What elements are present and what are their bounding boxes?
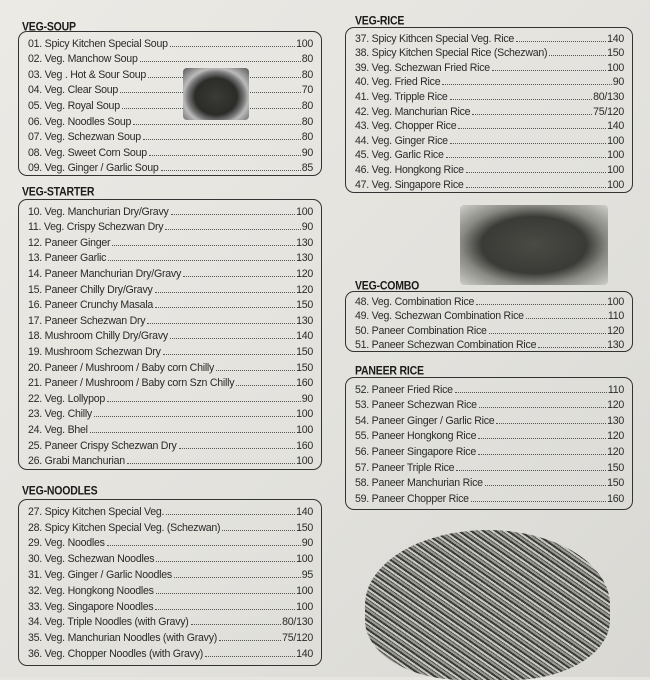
menu-item — [28, 342, 313, 358]
item-price: 150 — [296, 345, 313, 358]
dot-leader — [94, 416, 295, 417]
menu-item — [355, 474, 624, 490]
menu-item — [28, 597, 313, 613]
item-name: 27. Spicy Kitchen Special Veg. — [28, 505, 165, 518]
item-price: 120 — [296, 267, 313, 280]
menu-item — [28, 628, 313, 644]
item-price: 85 — [301, 162, 313, 175]
item-price: 150 — [607, 461, 624, 474]
item-price: 95 — [301, 568, 313, 581]
item-name: 15. Paneer Chilly Dry/Gravy — [28, 283, 153, 296]
menu-item — [355, 427, 624, 443]
item-price: 90 — [301, 392, 313, 405]
menu-item — [355, 380, 624, 396]
section-box-veg-noodles — [18, 499, 322, 666]
menu-item — [355, 458, 624, 474]
menu-item — [355, 442, 624, 458]
dot-leader — [170, 46, 295, 47]
menu-item — [355, 59, 624, 74]
item-name: 09. Veg. Ginger / Garlic Soup — [28, 162, 159, 175]
menu-item — [28, 311, 313, 327]
menu-item — [355, 30, 624, 45]
item-name: 34. Veg. Triple Noodles (with Gravy) — [28, 616, 189, 629]
item-name: 47. Veg. Singapore Rice — [355, 178, 464, 191]
dot-leader — [216, 370, 295, 371]
menu-item — [28, 534, 313, 550]
item-price: 75/120 — [282, 632, 313, 645]
item-name: 56. Paneer Singapore Rice — [355, 445, 476, 458]
menu-item — [28, 159, 313, 175]
menu-item — [355, 132, 624, 147]
dot-leader — [155, 292, 296, 293]
dot-leader — [479, 407, 606, 408]
item-price: 80 — [301, 115, 313, 128]
item-name: 23. Veg. Chilly — [28, 408, 92, 421]
item-name: 03. Veg . Hot & Sour Soup — [28, 68, 147, 81]
item-name: 39. Veg. Schezwan Fried Rice — [355, 61, 490, 74]
menu-item — [355, 489, 624, 505]
item-price: 160 — [296, 439, 313, 452]
item-name: 11. Veg. Crispy Schezwan Dry — [28, 221, 164, 234]
dot-leader — [466, 172, 606, 173]
item-name: 01. Spicy Kitchen Special Soup — [28, 37, 168, 50]
item-name: 29. Veg. Noodles — [28, 537, 105, 550]
item-name: 51. Paneer Schezwan Combination Rice — [355, 338, 537, 351]
item-name: 18. Mushroom Chilly Dry/Gravy — [28, 330, 168, 343]
dot-leader — [455, 392, 607, 393]
menu-item — [355, 411, 624, 427]
item-price: 110 — [607, 383, 624, 396]
item-name: 42. Veg. Manchurian Rice — [355, 105, 471, 118]
dot-leader — [149, 155, 301, 156]
menu-item — [28, 502, 313, 518]
item-name: 24. Veg. Bhel — [28, 423, 88, 436]
item-name: 37. Spicy Kithcen Special Veg. Rice — [355, 32, 515, 45]
menu-item — [28, 358, 313, 374]
item-price: 100 — [607, 178, 624, 191]
dot-leader — [108, 260, 295, 261]
item-name: 58. Paneer Manchurian Rice — [355, 477, 483, 490]
item-price: 80/130 — [593, 90, 624, 103]
item-name: 31. Veg. Ginger / Garlic Noodles — [28, 568, 172, 581]
item-price: 80/130 — [282, 616, 313, 629]
item-price: 90 — [301, 221, 313, 234]
item-price: 100 — [607, 61, 624, 74]
dot-leader — [183, 276, 295, 277]
item-name: 07. Veg. Schezwan Soup — [28, 131, 141, 144]
menu-item — [355, 74, 624, 89]
menu-item — [28, 218, 313, 234]
item-name: 46. Veg. Hongkong Rice — [355, 163, 464, 176]
dot-leader — [174, 577, 301, 578]
item-price: 150 — [607, 47, 624, 60]
dot-leader — [458, 128, 606, 129]
menu-item — [355, 88, 624, 103]
dot-leader — [205, 656, 295, 657]
menu-item — [28, 327, 313, 343]
menu-item — [28, 389, 313, 405]
dot-leader — [156, 561, 295, 562]
item-price: 150 — [296, 521, 313, 534]
menu-item — [28, 644, 313, 660]
dot-leader — [471, 501, 606, 502]
menu-item — [28, 420, 313, 436]
menu-item — [28, 81, 313, 97]
menu-item — [28, 96, 313, 112]
menu-item — [28, 202, 313, 218]
dot-leader — [236, 385, 295, 386]
item-name: 17. Paneer Schezwan Dry — [28, 314, 146, 327]
dot-leader — [526, 318, 607, 319]
item-price: 100 — [607, 134, 624, 147]
item-name: 08. Veg. Sweet Corn Soup — [28, 146, 147, 159]
menu-item — [28, 374, 313, 390]
item-price: 100 — [607, 163, 624, 176]
item-name: 53. Paneer Schezwan Rice — [355, 399, 477, 412]
menu-item — [355, 322, 624, 336]
item-name: 02. Veg. Manchow Soup — [28, 53, 138, 66]
menu-item — [355, 45, 624, 60]
dot-leader — [478, 438, 606, 439]
menu-item — [28, 280, 313, 296]
item-price: 140 — [607, 32, 624, 45]
fried-rice-photo — [460, 205, 608, 285]
item-name: 54. Paneer Ginger / Garlic Rice — [355, 414, 495, 427]
item-price: 80 — [301, 53, 313, 66]
dot-leader — [155, 609, 295, 610]
item-price: 130 — [607, 414, 624, 427]
item-name: 06. Veg. Noodles Soup — [28, 115, 132, 128]
section-box-paneer-rice — [345, 377, 633, 510]
dot-leader — [472, 114, 592, 115]
item-price: 70 — [301, 84, 313, 97]
item-price: 100 — [296, 553, 313, 566]
dot-leader — [485, 485, 606, 486]
section-title-veg-starter: VEG-STARTER — [22, 185, 95, 199]
dot-leader — [156, 593, 295, 594]
item-name: 22. Veg. Lollypop — [28, 392, 106, 405]
dot-leader — [456, 470, 606, 471]
item-price: 80 — [301, 131, 313, 144]
item-name: 33. Veg. Singapore Noodles — [28, 600, 154, 613]
item-price: 130 — [607, 338, 624, 351]
item-name: 05. Veg. Royal Soup — [28, 99, 120, 112]
menu-item — [355, 147, 624, 162]
menu-item — [28, 249, 313, 265]
item-name: 28. Spicy Kitchen Special Veg. (Schezwan) — [28, 521, 221, 534]
menu-item — [28, 565, 313, 581]
item-price: 120 — [296, 283, 313, 296]
section-box-veg-soup — [18, 31, 322, 176]
item-price: 130 — [296, 314, 313, 327]
menu-item — [355, 308, 624, 322]
menu-item — [28, 613, 313, 629]
dot-leader — [147, 323, 295, 324]
item-name: 19. Mushroom Schezwan Dry — [28, 345, 161, 358]
dot-leader — [496, 423, 606, 424]
item-price: 150 — [296, 299, 313, 312]
item-price: 150 — [607, 477, 624, 490]
item-price: 140 — [296, 647, 313, 660]
dot-leader — [161, 170, 301, 171]
item-name: 21. Paneer / Mushroom / Baby corn Szn Chilly — [28, 377, 235, 390]
item-name: 12. Paneer Ginger — [28, 236, 111, 249]
menu-item — [28, 436, 313, 452]
dot-leader — [489, 333, 606, 334]
section-box-veg-rice — [345, 27, 633, 193]
item-name: 25. Paneer Crispy Schezwan Dry — [28, 439, 177, 452]
dot-leader — [179, 448, 296, 449]
dot-leader — [538, 347, 606, 348]
item-name: 30. Veg. Schezwan Noodles — [28, 553, 155, 566]
dot-leader — [549, 55, 606, 56]
item-price: 120 — [607, 399, 624, 412]
item-price: 80 — [301, 99, 313, 112]
item-price: 100 — [296, 205, 313, 218]
item-name: 38. Spicy Kitchen Special Rice (Schezwan) — [355, 47, 548, 60]
item-name: 57. Paneer Triple Rice — [355, 461, 455, 474]
item-name: 45. Veg. Garlic Rice — [355, 149, 444, 162]
dot-leader — [476, 304, 606, 305]
item-price: 130 — [296, 236, 313, 249]
menu-item — [28, 518, 313, 534]
dot-leader — [165, 229, 300, 230]
dot-leader — [143, 139, 301, 140]
dot-leader — [466, 187, 607, 188]
dot-leader — [107, 545, 301, 546]
section-title-veg-soup: VEG-SOUP — [22, 20, 76, 34]
item-name: 35. Veg. Manchurian Noodles (with Gravy) — [28, 632, 218, 645]
item-name: 26. Grabi Manchurian — [28, 455, 125, 468]
menu-item — [355, 118, 624, 133]
dot-leader — [219, 640, 281, 641]
menu-item — [28, 65, 313, 81]
menu-item — [355, 103, 624, 118]
item-price: 140 — [607, 120, 624, 133]
menu-item — [28, 549, 313, 565]
item-price: 90 — [612, 76, 624, 89]
dot-leader — [112, 245, 295, 246]
item-name: 04. Veg. Clear Soup — [28, 84, 119, 97]
menu-item — [28, 143, 313, 159]
dot-leader — [140, 61, 301, 62]
menu-item — [355, 396, 624, 412]
item-name: 50. Paneer Combination Rice — [355, 324, 487, 337]
item-price: 120 — [607, 445, 624, 458]
dot-leader — [516, 41, 606, 42]
dot-leader — [222, 530, 295, 531]
dot-leader — [90, 432, 295, 433]
item-price: 100 — [296, 37, 313, 50]
menu-item — [28, 405, 313, 421]
dot-leader — [170, 338, 295, 339]
item-price: 140 — [296, 505, 313, 518]
dot-leader — [171, 214, 296, 215]
dot-leader — [492, 70, 606, 71]
item-name: 44. Veg. Ginger Rice — [355, 134, 448, 147]
item-price: 100 — [607, 296, 624, 309]
item-price: 100 — [296, 455, 313, 468]
menu-item — [28, 50, 313, 66]
menu-item — [28, 452, 313, 468]
item-name: 20. Paneer / Mushroom / Baby corn Chilly — [28, 361, 215, 374]
item-name: 36. Veg. Chopper Noodles (with Gravy) — [28, 647, 204, 660]
section-title-veg-rice: VEG-RICE — [355, 14, 405, 28]
item-price: 100 — [296, 584, 313, 597]
section-title-paneer-rice: PANEER RICE — [355, 364, 424, 378]
section-title-veg-combo: VEG-COMBO — [355, 279, 420, 293]
section-box-veg-combo — [345, 291, 633, 352]
item-price: 100 — [296, 600, 313, 613]
item-price: 150 — [296, 361, 313, 374]
menu-item — [28, 581, 313, 597]
menu-item — [355, 294, 624, 308]
dot-leader — [450, 143, 606, 144]
item-price: 100 — [296, 423, 313, 436]
menu-item — [28, 296, 313, 312]
item-price: 160 — [296, 377, 313, 390]
item-price: 130 — [296, 252, 313, 265]
item-name: 32. Veg. Hongkong Noodles — [28, 584, 154, 597]
section-box-veg-starter — [18, 199, 322, 470]
item-name: 49. Veg. Schezwan Combination Rice — [355, 310, 524, 323]
dot-leader — [133, 124, 301, 125]
item-name: 59. Paneer Chopper Rice — [355, 492, 469, 505]
item-name: 55. Paneer Hongkong Rice — [355, 430, 477, 443]
item-name: 43. Veg. Chopper Rice — [355, 120, 457, 133]
menu-item — [28, 112, 313, 128]
dot-leader — [450, 99, 593, 100]
menu-item — [355, 176, 624, 191]
item-price: 110 — [607, 310, 624, 323]
item-name: 16. Paneer Crunchy Masala — [28, 299, 154, 312]
item-price: 80 — [301, 68, 313, 81]
item-price: 120 — [607, 324, 624, 337]
dot-leader — [446, 157, 606, 158]
menu-item — [28, 128, 313, 144]
soup-bowl-photo — [183, 68, 249, 120]
item-name: 48. Veg. Combination Rice — [355, 296, 475, 309]
menu-item — [28, 233, 313, 249]
noodles-plate-photo — [365, 530, 610, 680]
dot-leader — [442, 84, 611, 85]
menu-item — [355, 161, 624, 176]
item-price: 90 — [301, 146, 313, 159]
item-name: 52. Paneer Fried Rice — [355, 383, 453, 396]
item-name: 41. Veg. Tripple Rice — [355, 90, 448, 103]
dot-leader — [163, 354, 295, 355]
menu-item — [355, 337, 624, 351]
dot-leader — [166, 514, 295, 515]
item-name: 13. Paneer Garlic — [28, 252, 107, 265]
menu-item — [28, 264, 313, 280]
dot-leader — [478, 454, 606, 455]
menu-item — [28, 34, 313, 50]
dot-leader — [107, 401, 301, 402]
item-name: 10. Veg. Manchurian Dry/Gravy — [28, 205, 169, 218]
dot-leader — [155, 307, 295, 308]
dot-leader — [127, 463, 295, 464]
item-price: 100 — [607, 149, 624, 162]
section-title-veg-noodles: VEG-NOODLES — [22, 484, 98, 498]
item-price: 100 — [296, 408, 313, 421]
item-price: 120 — [607, 430, 624, 443]
item-name: 40. Veg. Fried Rice — [355, 76, 441, 89]
item-name: 14. Paneer Manchurian Dry/Gravy — [28, 267, 181, 280]
dot-leader — [191, 624, 282, 625]
item-price: 140 — [296, 330, 313, 343]
item-price: 90 — [301, 537, 313, 550]
item-price: 75/120 — [593, 105, 624, 118]
item-price: 160 — [607, 492, 624, 505]
